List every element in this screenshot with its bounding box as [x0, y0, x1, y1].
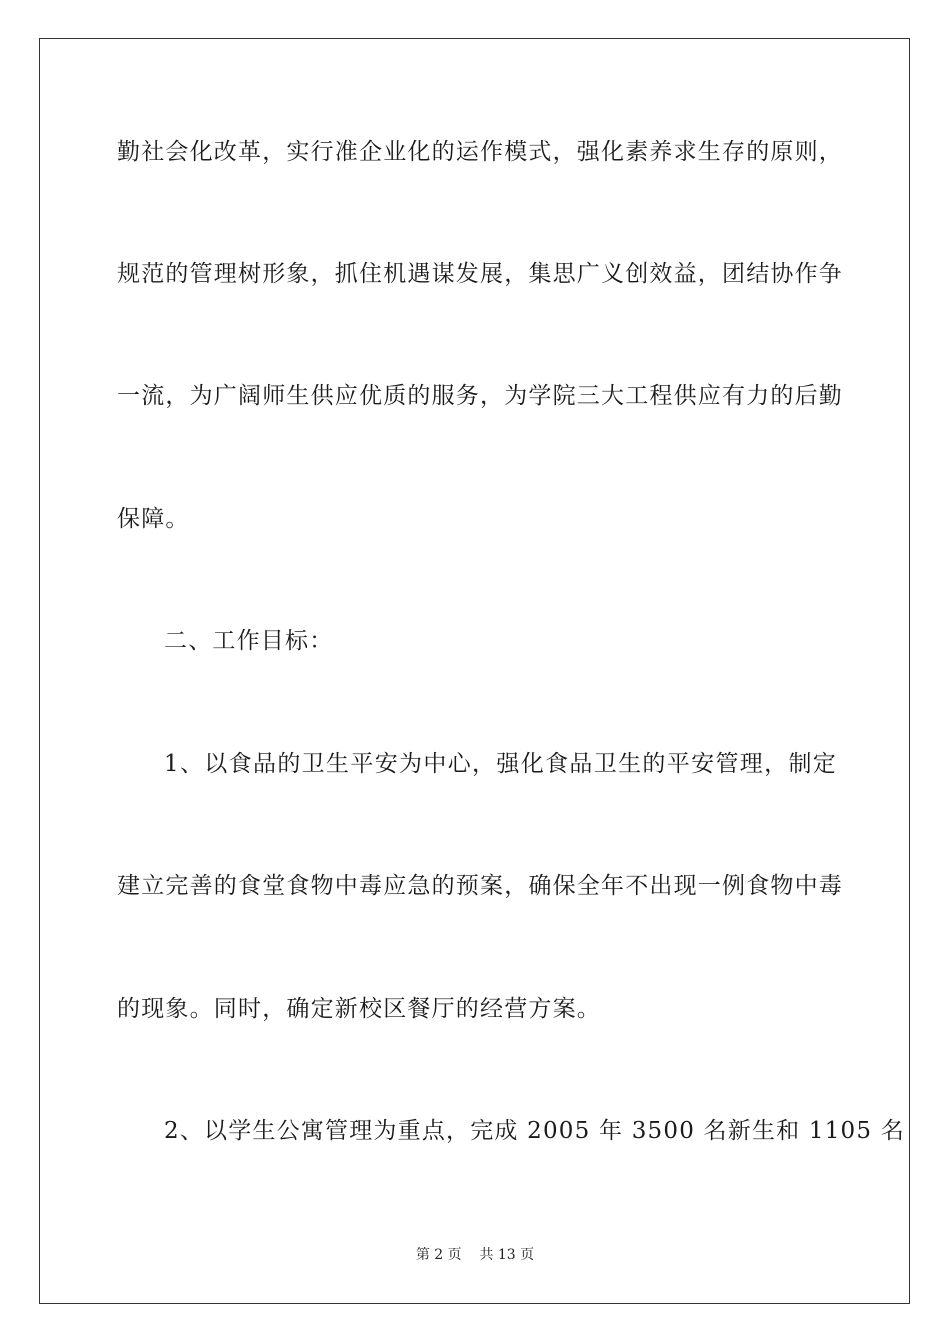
- page-frame: [39, 38, 910, 1304]
- text-line-2: 规范的管理树形象，抓住机遇谋发展，集思广义创效益，团结协作争: [117, 261, 843, 287]
- text-line-4: 保障。: [117, 506, 190, 532]
- total-pages: 共 13 页: [479, 1247, 535, 1263]
- section-heading-work-goals: 二、工作目标：: [164, 628, 334, 654]
- text-line-3: 一流，为广阔师生供应优质的服务，为学院三大工程供应有力的后勤: [117, 383, 843, 409]
- text-line-1: 勤社会化改革，实行准企业化的运作模式，强化素养求生存的原则，: [117, 139, 843, 165]
- text-line-8: 的现象。同时，确定新校区餐厅的经营方案。: [117, 996, 601, 1022]
- page-number: 第 2 页: [415, 1247, 462, 1263]
- text-line-6: 1、以食品的卫生平安为中心，强化食品卫生的平安管理，制定: [164, 751, 837, 777]
- text-line-7: 建立完善的食堂食物中毒应急的预案，确保全年不出现一例食物中毒: [117, 873, 843, 899]
- page-footer: [0, 1246, 950, 1264]
- text-line-9: 2、以学生公寓管理为重点，完成 2005 年 3500 名新生和 1105 名: [164, 1118, 905, 1144]
